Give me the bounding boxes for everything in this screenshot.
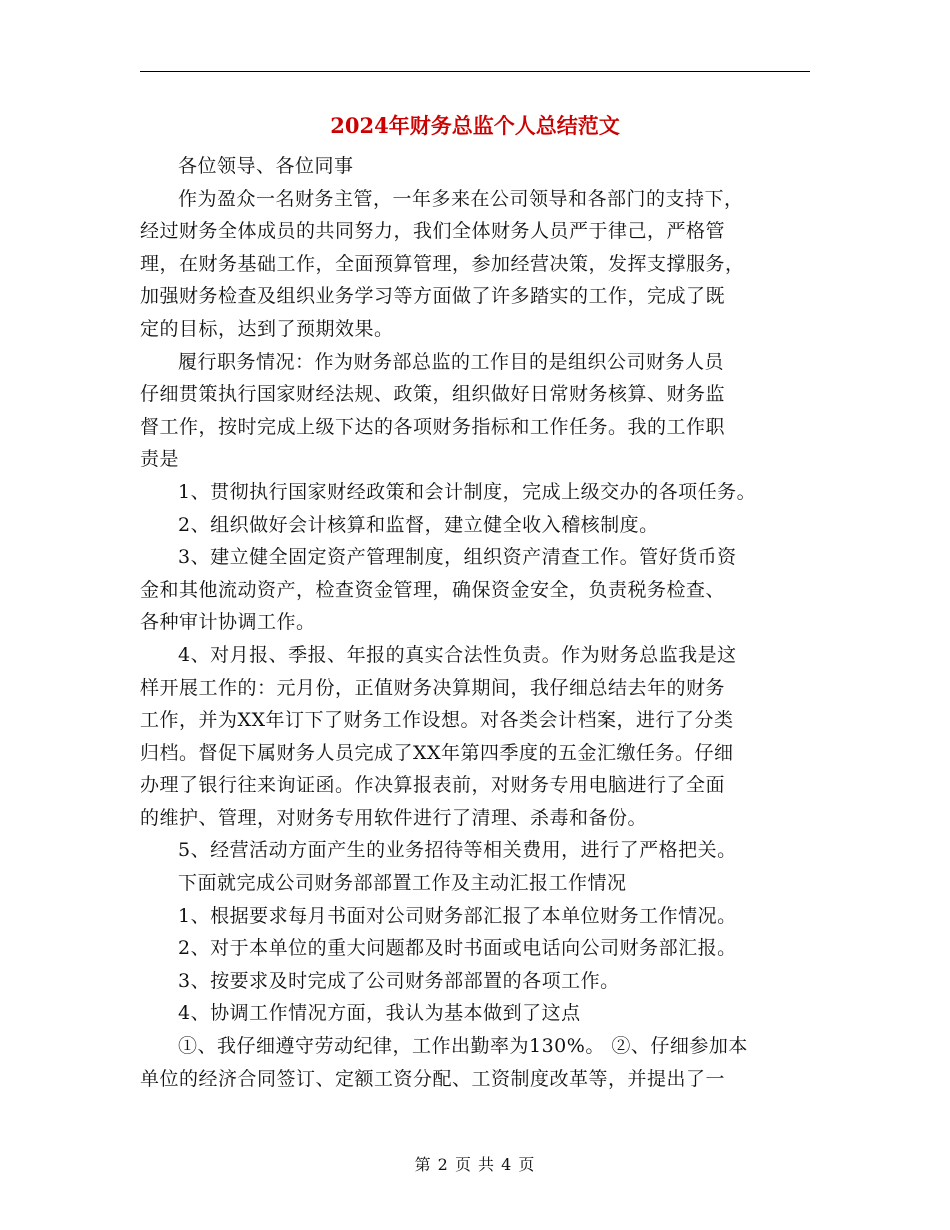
text-line: 责是 [140, 448, 180, 471]
body-paragraph [140, 509, 820, 542]
text-line: 作为盈众一名财务主管，一年多来在公司领导和各部门的支持下， [178, 187, 744, 210]
text-line: 履行职务情况：作为财务部总监的工作目的是组织公司财务人员 [178, 350, 725, 373]
text-line: 各位领导、各位同事 [178, 155, 354, 177]
text-line: 2、对于本单位的重大问题都及时书面或电话向公司财务部汇报。 [178, 937, 737, 960]
body-paragraph [140, 932, 820, 965]
text-line: 工作，并为XX年订下了财务工作设想。对各类会计档案，进行了分类 [140, 709, 734, 732]
text-line: 下面就完成公司财务部部置工作及主动汇报工作情况 [178, 872, 627, 895]
body-paragraph [140, 346, 820, 476]
body-paragraph [140, 639, 820, 835]
text-line: 单位的经济合同签订、定额工资分配、工资制度改革等，并提出了一 [140, 1067, 726, 1090]
header-rule [140, 71, 810, 72]
body-paragraph [140, 183, 820, 346]
document-title: 2024年财务总监个人总结范文 [330, 113, 620, 138]
text-line: 1、贯彻执行国家财经政策和会计制度，完成上级交办的各项任务。 [178, 480, 757, 503]
text-line: 督工作，按时完成上级下达的各项财务指标和工作任务。我的工作职 [140, 415, 726, 438]
text-line: 归档。督促下属财务人员完成了XX年第四季度的五金汇缴任务。仔细 [140, 741, 734, 764]
page-footer: 第 2 页 共 4 页 [414, 1155, 536, 1174]
body-paragraph [140, 476, 820, 509]
body-paragraph [140, 834, 820, 867]
text-line: 加强财务检查及组织业务学习等方面做了许多踏实的工作，完成了既 [140, 285, 726, 308]
body-paragraph [140, 1030, 820, 1095]
document-body [140, 150, 820, 1095]
body-paragraph [140, 997, 820, 1030]
text-line: 2、组织做好会计核算和监督，建立健全收入稽核制度。 [178, 513, 659, 536]
text-line: 理，在财务基础工作，全面预算管理，参加经营决策，发挥支撑服务， [140, 252, 745, 275]
body-paragraph [140, 900, 820, 933]
text-line: 的维护、管理，对财务专用软件进行了清理、杀毒和备份。 [140, 806, 648, 829]
text-line: 1、根据要求每月书面对公司财务部汇报了本单位财务工作情况。 [178, 904, 737, 927]
text-line: 各种审计协调工作。 [140, 611, 316, 634]
text-line: 5、经营活动方面产生的业务招待等相关费用，进行了严格把关。 [178, 839, 737, 862]
text-line: 仔细贯策执行国家财经法规、政策，组织做好日常财务核算、财务监 [140, 383, 726, 406]
text-line: 4、协调工作情况方面，我认为基本做到了这点 [178, 1002, 581, 1025]
text-line: 4、对月报、季报、年报的真实合法性负责。作为财务总监我是这 [178, 643, 737, 666]
body-paragraph [140, 965, 820, 998]
text-line: 办理了银行往来询证函。作决算报表前，对财务专用电脑进行了全面 [140, 774, 726, 797]
text-line: 金和其他流动资产，检查资金管理，确保资金安全，负责税务检查、 [140, 578, 726, 601]
body-paragraph [140, 541, 820, 639]
text-line: 样开展工作的：元月份，正值财务决算期间，我仔细总结去年的财务 [140, 676, 726, 699]
text-line: 3、建立健全固定资产管理制度，组织资产清查工作。管好货币资 [178, 546, 737, 569]
body-paragraph [140, 867, 820, 900]
text-line: 3、按要求及时完成了公司财务部部置的各项工作。 [178, 969, 620, 992]
text-line: 经过财务全体成员的共同努力，我们全体财务人员严于律己，严格管 [140, 220, 726, 243]
text-line: ①、我仔细遵守劳动纪律，工作出勤率为130%。 ②、仔细参加本 [178, 1035, 748, 1058]
text-line: 定的目标，达到了预期效果。 [140, 317, 394, 340]
body-paragraph [140, 150, 820, 183]
